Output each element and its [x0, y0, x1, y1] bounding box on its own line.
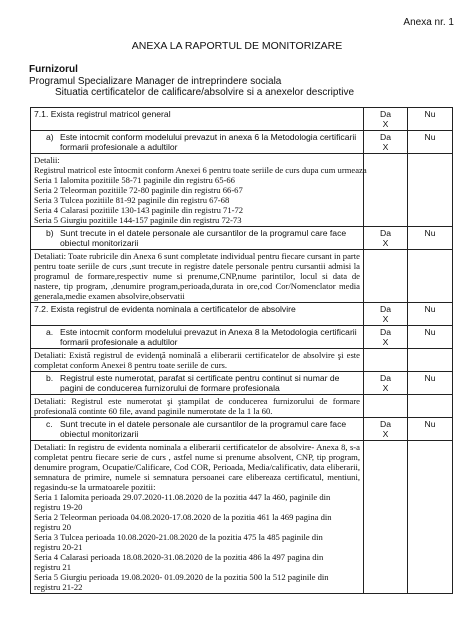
- details-line: Seria 5 Giurgiu perioada 19.08.2020- 01.09.2020 de la pozitia 500 la 512 paginile din: [34, 572, 329, 582]
- table-row: [31, 227, 453, 250]
- monitoring-table: [30, 107, 453, 594]
- document-title: ANEXA LA RAPORTUL DE MONITORIZARE: [131, 40, 343, 52]
- nu-cell: Nu: [424, 419, 436, 429]
- item-text: Registrul este numerotat, parafat si certificate pentru continut si numar de pagini de conducerea furnizorului de formare profesionala: [60, 373, 340, 393]
- situation-text: Situatia certificatelor de calificare/absolvire si a anexelor descriptive: [55, 87, 355, 98]
- table-row: [31, 441, 453, 594]
- da-cell: Da X: [380, 419, 391, 439]
- item-label: a.: [46, 327, 54, 337]
- section-7-1-question: 7.1. Exista registrul matricol general: [31, 108, 364, 131]
- table-row: [31, 349, 453, 372]
- nu-cell: Nu: [424, 109, 436, 119]
- details-line: registru 20: [34, 522, 71, 532]
- details-7-2-b: Detaliati: Registrul este numerotat şi ştampilat de conducerea furnizorului de formare profesională continte 60 file, avand paginile numerotate de la 1 la 60.: [31, 395, 364, 418]
- details-7-1-a: [31, 154, 367, 227]
- item-text: Este intocmit conform modelului prevazut in Anexa 8 la Metodologia certificarii formarii profesionale a adultilor: [60, 327, 357, 347]
- details-line: registru 19-20: [34, 502, 83, 512]
- item-text: Sunt trecute in el datele personale ale cursantilor de la programul care face obiectul monitorizarii: [60, 228, 347, 248]
- supplier-block: [29, 64, 354, 99]
- item-label: b): [46, 228, 54, 238]
- details-7-2-c: [31, 441, 364, 594]
- details-line: Seria 3 Tulcea perioada 10.08.2020-21.08.2020 de la pozitia 475 la 485 paginile din: [34, 532, 323, 542]
- table-row: [31, 326, 453, 349]
- supplier-label: Furnizorul: [29, 64, 78, 75]
- item-label: b.: [46, 373, 54, 383]
- details-line: registru 21: [34, 562, 71, 572]
- details-line: Seria 1 Ialomita pozitiile 58-71 paginile din registru 65-66: [34, 175, 235, 185]
- details-line: Seria 5 Giurgiu pozitiile 144-157 paginile din registru 72-73: [34, 215, 242, 225]
- table-row: [31, 303, 453, 326]
- item-text: Este intocmit conform modelului prevazut in anexa 6 la Metodologia certificarii formarii profesionale a adultilor: [60, 132, 357, 152]
- details-7-1-b: Detaliati: Toate rubricile din Anexa 6 sunt completate individual pentru fiecare cursant in parte pentru toate seriile de curs ,sunt trecute in registre datele personale pentru cursantii admisi la programul de formare,respectiv nume si prenume,CNP,nume parintilor, locul si data de nastere, tip program, ,denumire program,perioada,durata in ore,cod Cor/Nomenclator media generala,medie examen absolvire,observatii: [31, 250, 364, 303]
- details-line: Seria 4 Calarasi perioada 18.08.2020-31.08.2020 de la pozitia 486 la 497 pagina din: [34, 552, 324, 562]
- program-name: Programul Specializare Manager de intreprindere sociala: [29, 75, 282, 87]
- da-cell: Da X: [380, 228, 391, 248]
- item-label: a): [46, 132, 54, 142]
- details-line: Seria 2 Teleorman pozitiile 72-80 paginile din registru 66-67: [34, 185, 243, 195]
- table-row: [31, 418, 453, 441]
- table-row: [31, 395, 453, 418]
- nu-cell: Nu: [424, 327, 436, 337]
- nu-cell: Nu: [424, 373, 436, 383]
- details-line: Detalii:: [34, 155, 60, 165]
- details-line: Registrul matricol este întocmit conform Anexei 6 pentru toate seriile de curs dupa cum urmeaza: [34, 165, 367, 175]
- da-cell: Da X: [380, 132, 391, 152]
- details-7-2-a: Detaliati: Există registrul de evidenţă nominală a eliberarii certificatelor de absolvire şi este completat conform Anexei 8 pentru toate seriile de curs.: [31, 349, 364, 372]
- details-line: registru 21-22: [34, 582, 83, 592]
- da-cell: Da X: [380, 327, 391, 347]
- details-line: Seria 4 Calarasi pozitiile 130-143 paginile din registru 71-72: [34, 205, 244, 215]
- da-cell: Da X: [380, 304, 391, 324]
- details-line: Seria 2 Teleorman perioada 04.08.2020-17.08.2020 de la pozitia 461 la 469 pagina din: [34, 512, 332, 522]
- nu-cell: Nu: [424, 228, 436, 238]
- details-intro: Detaliati: In registru de evidenta nominala a eliberarii certificatelor de absolvire- Anexa 8, s-a completat pentru fiecare serie de curs , astfel nume si prenume absolvent, CNP, tip program, denumire program, Ocupatie/Calificare, Cod COR, Perioada, Media/calificativ, data eliberarii, semnatura de primire, numele si semnatura persoanei care elibereaza certificatul, mentiuni, regasindu-se la urmatoarele pozitii:: [34, 442, 360, 492]
- nu-cell: Nu: [424, 304, 436, 314]
- table-row: [31, 108, 453, 131]
- table-row: [31, 250, 453, 303]
- da-cell: Da X: [380, 373, 391, 393]
- da-cell: Da X: [380, 109, 391, 129]
- nu-cell: Nu: [424, 132, 436, 142]
- item-text: Sunt trecute in el datele personale ale cursantilor de la programul care face obiectul monitorizarii: [60, 419, 347, 439]
- section-7-2-question: 7.2. Exista registrul de evidenta nominala a certificatelor de absolvire: [31, 303, 364, 326]
- details-line: Seria 3 Tulcea pozitiile 81-92 paginile din registru 67-68: [34, 195, 230, 205]
- table-row: [31, 372, 453, 395]
- details-line: registru 20-21: [34, 542, 83, 552]
- annex-number: Anexa nr. 1: [403, 17, 454, 28]
- item-label: c.: [46, 419, 53, 429]
- table-row: [31, 131, 453, 154]
- details-line: Seria 1 Ialomita perioada 29.07.2020-11.08.2020 de la pozitia 447 la 460, paginile din: [34, 492, 331, 502]
- table-row: [31, 154, 453, 227]
